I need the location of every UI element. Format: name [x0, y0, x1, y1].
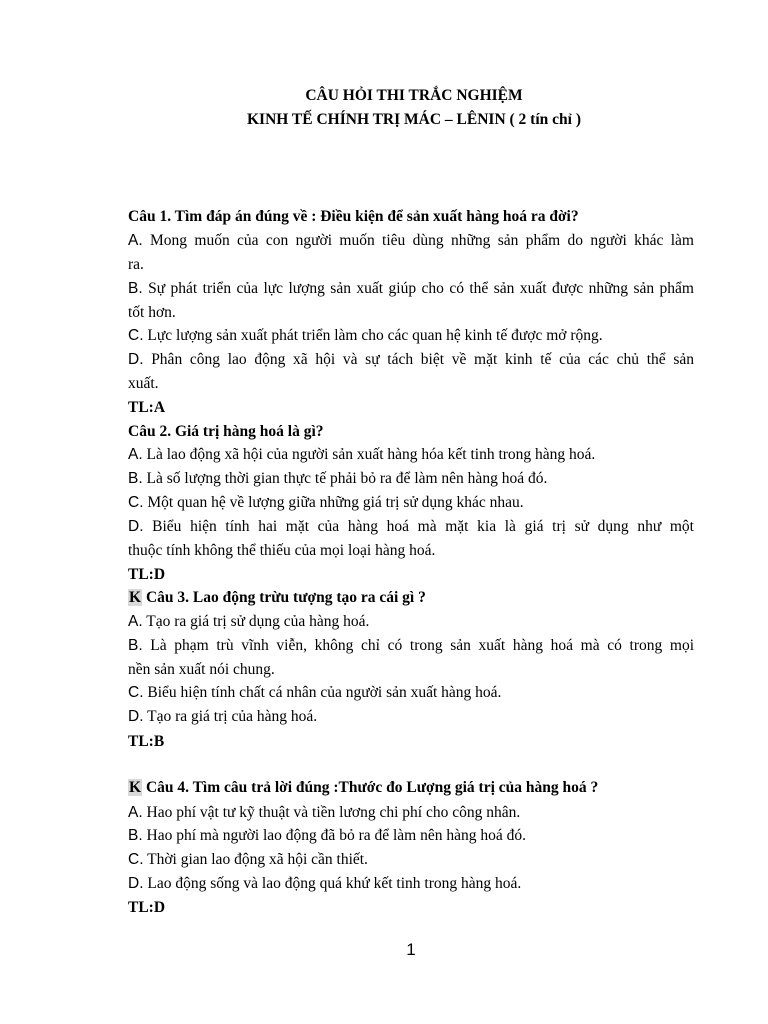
option-letter: A.	[128, 613, 143, 630]
option-text: Biểu hiện tính chất cá nhân của người sản xuất hàng hoá.	[143, 684, 502, 701]
option-letter: A.	[128, 804, 143, 821]
page-title: CÂU HỎI THI TRẮC NGHIỆM	[305, 87, 523, 104]
option-text: Tạo ra giá trị sử dụng của hàng hoá.	[142, 613, 370, 630]
page-number: 1	[406, 940, 416, 959]
option-text: Hao phí mà người lao động đã bỏ ra để làm nên hàng hoá đó.	[142, 827, 526, 844]
option-text: Phân công lao động xã hội và sự tách biệt về mặt kinh tế của các chủ thể sản	[143, 351, 694, 368]
page-subtitle: KINH TẾ CHÍNH TRỊ MÁC – LÊNIN ( 2 tín chỉ )	[246, 111, 581, 128]
q4-answer: TL:D	[128, 899, 166, 916]
option-text: Là phạm trù vĩnh viễn, không chỉ có trong sản xuất hàng hoá mà có trong mọi	[142, 637, 694, 654]
q2-option-b	[128, 470, 694, 488]
q3-answer: TL:B	[128, 733, 165, 750]
question-text: Câu 4. Tìm câu trả lời đúng :Thước đo Lượng giá trị của hàng hoá ?	[142, 779, 599, 796]
q1-answer: TL:A	[128, 399, 166, 416]
option-text: Thời gian lao động xã hội cần thiết.	[143, 851, 368, 868]
question-text: Câu 3. Lao động trừu tượng tạo ra cái gì ?	[142, 589, 426, 606]
option-letter: B.	[128, 280, 143, 297]
q1-option-a	[128, 232, 694, 250]
question-3	[128, 589, 426, 607]
q2-option-d	[128, 518, 694, 536]
question-4	[128, 779, 598, 797]
option-letter: C.	[128, 684, 144, 701]
option-text: Lực lượng sản xuất phát triển làm cho các quan hệ kinh tế được mở rộng.	[143, 327, 603, 344]
q1-option-d-cont: xuất.	[128, 375, 159, 392]
option-text: Một quan hệ về lượng giữa những giá trị sử dụng khác nhau.	[143, 494, 524, 511]
option-text: Là số lượng thời gian thực tế phải bỏ ra để làm nên hàng hoá đó.	[142, 470, 548, 487]
question-2: Câu 2. Giá trị hàng hoá là gì?	[128, 423, 324, 440]
option-text: Biểu hiện tính hai mặt của hàng hoá mà mặt kia là giá trị sử dụng như một	[143, 518, 694, 535]
option-letter: A.	[128, 232, 143, 249]
option-letter: D.	[128, 351, 144, 368]
option-letter: D.	[128, 518, 144, 535]
option-text: Lao động sống và lao động quá khứ kết tinh trong hàng hoá.	[143, 875, 522, 892]
q4-option-d	[128, 875, 694, 893]
option-text: Hao phí vật tư kỹ thuật và tiền lương chi phí cho công nhân.	[142, 804, 521, 821]
option-letter: C.	[128, 494, 144, 511]
q3-option-b-cont: nền sản xuất nói chung.	[128, 661, 275, 678]
option-letter: D.	[128, 708, 144, 725]
q2-option-d-cont: thuộc tính không thể thiếu của mọi loại hàng hoá.	[128, 542, 436, 559]
option-text: Tạo ra giá trị của hàng hoá.	[143, 708, 318, 725]
option-letter: B.	[128, 470, 143, 487]
q3-option-d	[128, 708, 694, 726]
q1-option-c	[128, 327, 694, 345]
k-marker: K	[129, 589, 142, 606]
q4-option-c	[128, 851, 694, 869]
option-letter: B.	[128, 637, 143, 654]
option-text: Sự phát triển của lực lượng sản xuất giúp cho có thể sản xuất được những sản phẩm	[142, 280, 694, 297]
option-text: Là lao động xã hội của người sản xuất hàng hóa kết tinh trong hàng hoá.	[142, 446, 596, 463]
q2-option-a	[128, 446, 694, 464]
option-text: Mong muốn của con người muốn tiêu dùng những sản phẩm do người khác làm	[142, 232, 694, 249]
q1-option-b	[128, 280, 694, 298]
q2-answer: TL:D	[128, 566, 166, 583]
q1-option-a-cont: ra.	[128, 256, 144, 273]
option-letter: A.	[128, 446, 143, 463]
question-1: Câu 1. Tìm đáp án đúng về : Điều kiện để sản xuất hàng hoá ra đời?	[128, 208, 579, 225]
q4-option-b	[128, 827, 694, 845]
option-letter: C.	[128, 327, 144, 344]
option-letter: C.	[128, 851, 144, 868]
q3-option-b	[128, 637, 694, 655]
q3-option-a	[128, 613, 694, 631]
q1-option-b-cont: tốt hơn.	[128, 304, 176, 321]
q4-option-a	[128, 804, 694, 822]
k-marker: K	[129, 779, 142, 796]
option-letter: D.	[128, 875, 144, 892]
q2-option-c	[128, 494, 694, 512]
q3-option-c	[128, 684, 694, 702]
option-letter: B.	[128, 827, 143, 844]
q1-option-d	[128, 351, 694, 369]
